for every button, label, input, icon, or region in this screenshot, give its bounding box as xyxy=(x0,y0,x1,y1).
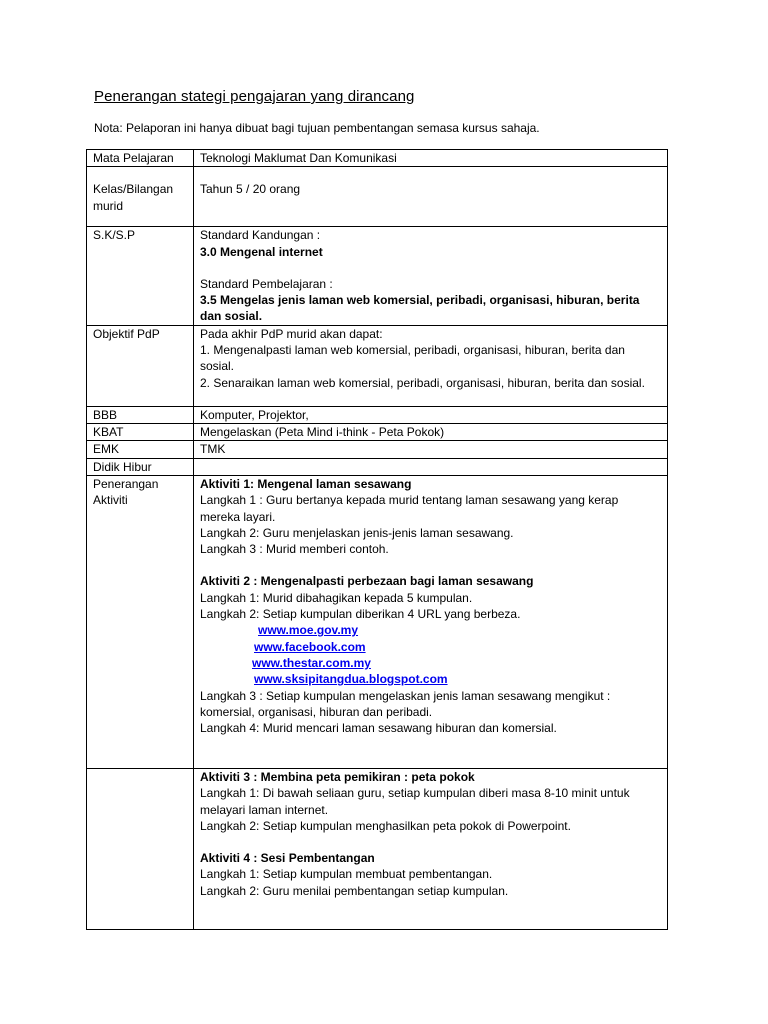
url-link-facebook[interactable]: www.facebook.com xyxy=(254,639,366,654)
table-row xyxy=(87,768,668,929)
row-label-sksp: S.K/S.P xyxy=(87,227,194,325)
objektif-item: 1. Mengenalpasti laman web komersial, peribadi, organisasi, hiburan, berita dan sosial. xyxy=(200,343,625,374)
row-value-mata-pelajaran: Teknologi Maklumat Dan Komunikasi xyxy=(194,150,668,167)
row-value-kelas: Tahun 5 / 20 orang xyxy=(194,167,668,227)
standard-kandungan-heading: Standard Kandungan : xyxy=(200,228,321,243)
row-label-penerangan: Penerangan Aktiviti xyxy=(87,475,194,768)
table-row xyxy=(87,458,668,475)
aktiviti-2-title: Aktiviti 2 : Mengenalpasti perbezaan bagi laman sesawang xyxy=(200,574,534,589)
aktiviti-2-step: Langkah 3 : Setiap kumpulan mengelaskan jenis laman sesawang mengikut : komersial, organisasi, hiburan dan peribadi. xyxy=(200,688,611,719)
row-value-didik-hibur xyxy=(194,458,668,475)
aktiviti-2-step: Langkah 1: Murid dibahagikan kepada 5 kumpulan. xyxy=(200,590,473,605)
row-label-mata-pelajaran: Mata Pelajaran xyxy=(87,150,194,167)
aktiviti-4-step: Langkah 1: Setiap kumpulan membuat pembentangan. xyxy=(200,867,493,882)
note-text: Nota: Pelaporan ini hanya dibuat bagi tujuan pembentangan semasa kursus sahaja. xyxy=(94,121,540,135)
row-label-bbb: BBB xyxy=(87,406,194,423)
row-label-emk: EMK xyxy=(87,441,194,458)
row-value-sksp xyxy=(194,227,668,325)
aktiviti-2-step: Langkah 2: Setiap kumpulan diberikan 4 URL yang berbeza. xyxy=(200,607,521,622)
table-row xyxy=(87,475,668,768)
table-row xyxy=(87,227,668,325)
aktiviti-4-title: Aktiviti 4 : Sesi Pembentangan xyxy=(200,851,375,866)
url-link-thestar[interactable]: www.thestar.com.my xyxy=(252,655,371,670)
standard-kandungan-value: 3.0 Mengenal internet xyxy=(200,244,323,259)
row-label-kbat: KBAT xyxy=(87,424,194,441)
standard-pembelajaran-value: 3.5 Mengelas jenis laman web komersial, peribadi, organisasi, hiburan, berita dan sosial. xyxy=(200,293,640,324)
table-row xyxy=(87,406,668,423)
aktiviti-1-step: Langkah 3 : Murid memberi contoh. xyxy=(200,542,389,557)
row-label-objektif: Objektif PdP xyxy=(87,325,194,406)
objektif-intro: Pada akhir PdP murid akan dapat: xyxy=(200,326,383,341)
objektif-item: 2. Senaraikan laman web komersial, peribadi, organisasi, hiburan, berita dan sosial. xyxy=(200,375,645,390)
aktiviti-3-title: Aktiviti 3 : Membina peta pemikiran : peta pokok xyxy=(200,769,475,784)
url-list xyxy=(200,622,661,687)
lesson-plan-table xyxy=(86,149,668,930)
row-label-kelas: Kelas/Bilangan murid xyxy=(87,167,194,227)
aktiviti-4-step: Langkah 2: Guru menilai pembentangan setiap kumpulan. xyxy=(200,883,509,898)
table-row xyxy=(87,167,668,227)
document-title: Penerangan stategi pengajaran yang dirancang xyxy=(94,88,415,105)
aktiviti-3-step: Langkah 2: Setiap kumpulan menghasilkan peta pokok di Powerpoint. xyxy=(200,818,571,833)
row-value-kbat: Mengelaskan (Peta Mind i-think - Peta Pokok) xyxy=(194,424,668,441)
aktiviti-1-title: Aktiviti 1: Mengenal laman sesawang xyxy=(200,476,412,491)
table-row xyxy=(87,150,668,167)
aktiviti-2-step: Langkah 4: Murid mencari laman sesawang hiburan dan komersial. xyxy=(200,721,557,736)
row-value-continuation xyxy=(194,768,668,929)
standard-pembelajaran-heading: Standard Pembelajaran : xyxy=(200,276,333,291)
row-label-didik-hibur: Didik Hibur xyxy=(87,458,194,475)
aktiviti-1-step: Langkah 2: Guru menjelaskan jenis-jenis laman sesawang. xyxy=(200,525,514,540)
row-value-emk: TMK xyxy=(194,441,668,458)
url-link-sksipitangdua[interactable]: www.sksipitangdua.blogspot.com xyxy=(254,672,448,687)
row-label-empty xyxy=(87,768,194,929)
row-value-bbb: Komputer, Projektor, xyxy=(194,406,668,423)
table-row xyxy=(87,424,668,441)
aktiviti-1-step: Langkah 1 : Guru bertanya kepada murid tentang laman sesawang yang kerap mereka layari. xyxy=(200,493,619,524)
url-link-moe[interactable]: www.moe.gov.my xyxy=(258,623,359,638)
row-value-penerangan xyxy=(194,475,668,768)
table-row xyxy=(87,441,668,458)
table-row xyxy=(87,325,668,406)
aktiviti-3-step: Langkah 1: Di bawah seliaan guru, setiap kumpulan diberi masa 8-10 minit untuk melayari laman internet. xyxy=(200,786,630,817)
row-value-objektif xyxy=(194,325,668,406)
